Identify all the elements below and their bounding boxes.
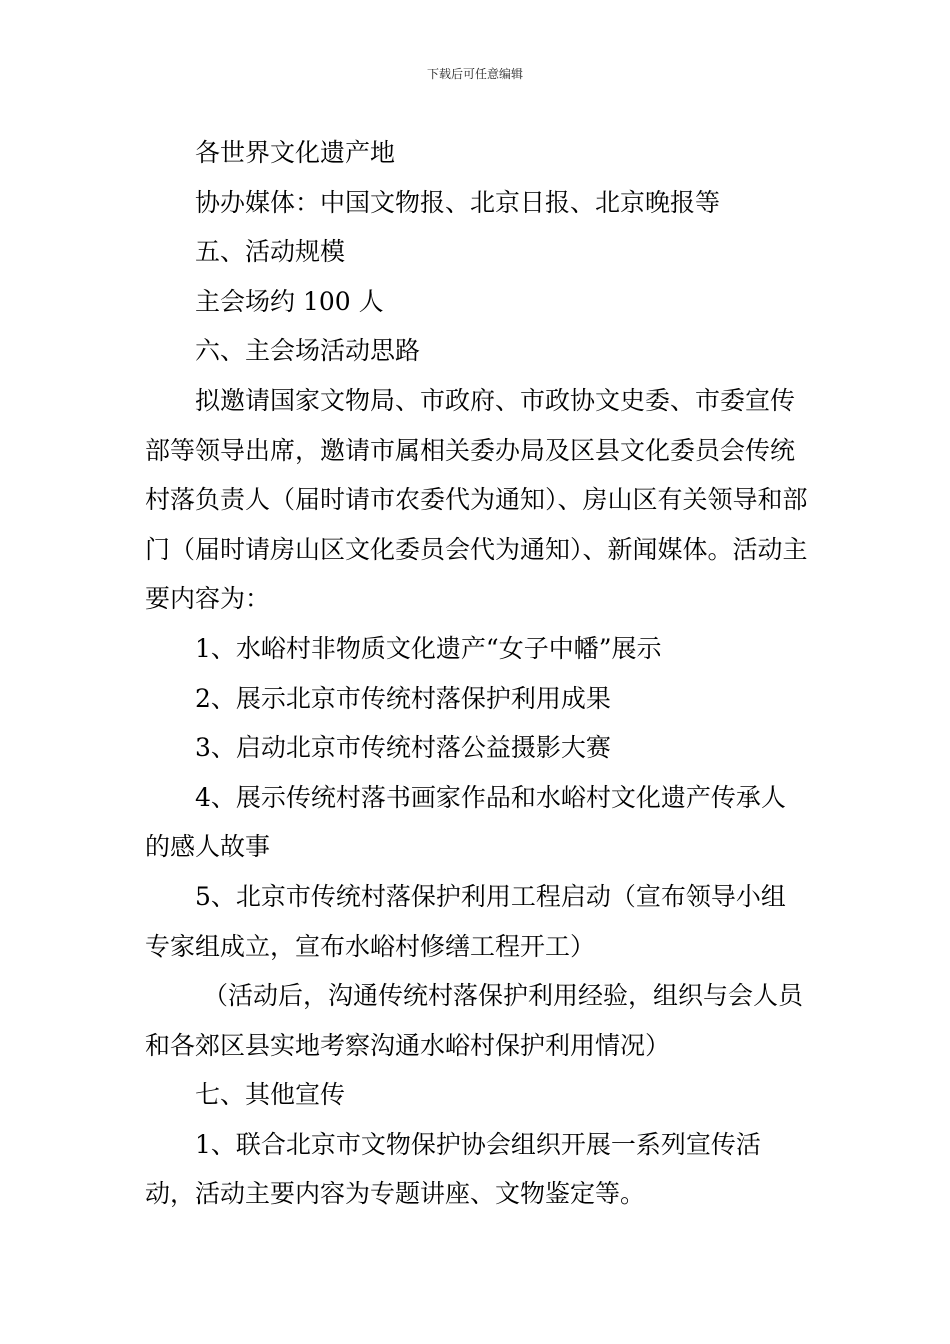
paragraph: 各世界文化遗产地 [195,138,396,167]
page-header: 下载后可任意编辑 [426,67,523,81]
section-heading: 六、主会场活动思路 [195,336,421,366]
document-body [145,128,810,1219]
paragraph: 主会场约 100 人 [195,286,384,316]
list-item: 5、北京市传统村落保护利用工程启动（宣布领导小组专家组成立，宣布水峪村修缮工程开工） [145,881,786,961]
list-item: 2、展示北京市传统村落保护利用成果 [195,683,611,713]
list-item: 3、启动北京市传统村落公益摄影大赛 [195,733,611,763]
list-item: 1、水峪村非物质文化遗产“女子中幡”展示 [195,633,662,663]
section-heading: 五、活动规模 [195,237,346,267]
section-heading: 七、其他宣传 [195,1080,346,1110]
paragraph-note: （活动后，沟通传统村落保护利用经验，组织与会人员和各郊区县实地考察沟通水峪村保护利用情况） [145,981,804,1060]
paragraph: 协办媒体：中国文物报、北京日报、北京晚报等 [195,187,721,217]
paragraph: 拟邀请国家文物局、市政府、市政协文史委、市委宣传部等领导出席，邀请市属相关委办局及区县文化委员会传统村落负责人（届时请市农委代为通知）、房山区有关领导和部门（届时请房山区文化委员会代为通知）、新闻媒体。活动主要内容为： [145,385,808,614]
list-item: 4、展示传统村落书画家作品和水峪村文化遗产传承人的感人故事 [145,782,786,862]
list-item: 1、联合北京市文物保护协会组织开展一系列宣传活动，活动主要内容为专题讲座、文物鉴定等。 [145,1129,761,1209]
